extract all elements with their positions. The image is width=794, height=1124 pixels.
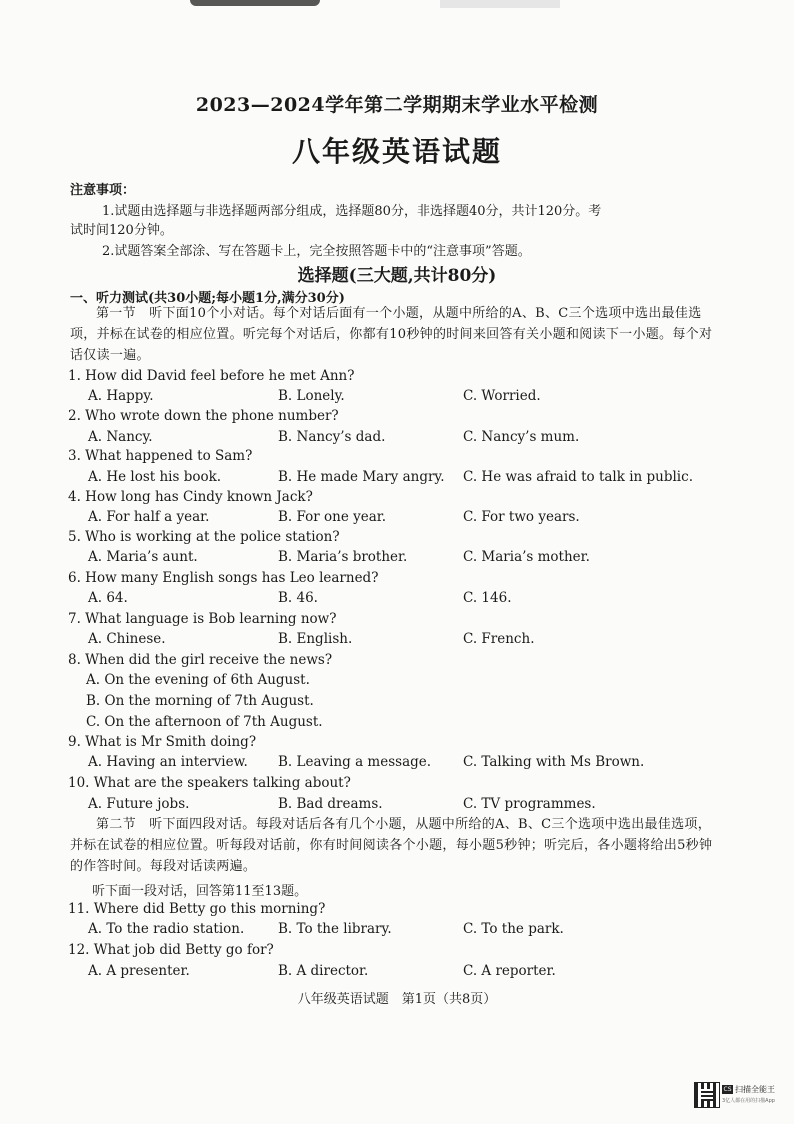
question-stem: 1. How did David feel before he met Ann? [68,368,355,384]
answer-option-c: C. Nancy’s mum. [463,429,580,445]
instructions-part1-sub2: 第二节 听下面四段对话。每段对话后各有几个小题，从题中所给的A、B、C三个选项中选出最佳选项，并标在试卷的相应位置。听每段对话前，你有时间阅读各个小题，每小题5秒钟；听完后，各小题将给出5秒钟的作答时间。每段对话读两遍。 [70,817,713,874]
instructions-part1-sub1: 第一节 听下面10个小对话。每个对话后面有一个小题，从题中所给的A、B、C三个选项中选出最佳选项，并标在试卷的相应位置。听完每个对话后，你都有10秒钟的时间来回答有关小题和阅读下一小题。每个对话仅读一遍。 [70,306,713,363]
answer-option-b: B. 46. [278,590,318,606]
question-stem: 8. When did the girl receive the news? [68,652,333,668]
answer-option-c: C. Worried. [463,388,541,404]
scanner-app-name: 扫描全能王 [735,1085,775,1094]
answer-option-c: C. 146. [463,590,512,606]
answer-option-b: B. English. [278,631,353,647]
scanner-app-tagline: 3亿人都在用的扫描App [722,1098,775,1104]
answer-option-b: B. Leaving a message. [278,754,432,770]
note-item-1-cont: 试时间120分钟。 [70,223,173,238]
exam-title: 2023—2024学年第二学期期末学业水平检测 [195,94,599,116]
section-title: 选择题(三大题,共计80分) [297,266,497,286]
answer-option-a: A. A presenter. [88,963,190,979]
note-item-2: 2.试题答案全部涂、写在答题卡上，完全按照答题卡中的“注意事项”答题。 [102,244,531,259]
answer-option-c: C. On the afternoon of 7th August. [86,714,323,730]
answer-option-b: B. Lonely. [278,388,345,404]
answer-option-b: B. To the library. [278,921,392,937]
answer-option-c: C. To the park. [463,921,564,937]
camscanner-logo-icon: CS [723,1086,732,1093]
page-footer: 八年级英语试题 第1页（共8页） [297,992,497,1007]
answer-option-a: A. To the radio station. [88,921,245,937]
answer-option-a: A. Maria’s aunt. [88,549,198,565]
answer-option-a: A. Nancy. [88,429,153,445]
subject-title: 八年级英语试题 [291,135,502,168]
answer-option-c: C. TV programmes. [463,796,596,812]
answer-option-c: C. Talking with Ms Brown. [463,754,645,770]
answer-option-a: A. Future jobs. [88,796,190,812]
answer-option-b: B. For one year. [278,509,387,525]
answer-option-a: A. Happy. [88,388,154,404]
answer-option-a: A. For half a year. [88,509,210,525]
question-stem: 7. What language is Bob learning now? [68,611,337,627]
part-title: 一、听力测试(共30小题;每小题1分,满分30分) [70,291,345,306]
answer-option-b: B. He made Mary angry. [278,469,445,485]
answer-option-a: A. Chinese. [88,631,166,647]
answer-option-a: A. Having an interview. [88,754,248,770]
answer-option-b: B. Nancy’s dad. [278,429,386,445]
question-stem: 6. How many English songs has Leo learned? [68,570,379,586]
answer-option-a: A. 64. [88,590,128,606]
answer-option-b: B. Bad dreams. [278,796,383,812]
answer-option-c: C. He was afraid to talk in public. [463,469,693,485]
question-stem: 9. What is Mr Smith doing? [68,734,257,750]
answer-option-a: A. He lost his book. [88,469,222,485]
question-stem: 11. Where did Betty go this morning? [68,901,326,917]
answer-option-b: B. Maria’s brother. [278,549,408,565]
question-stem: 4. How long has Cindy known Jack? [68,489,313,505]
question-stem: 5. Who is working at the police station? [68,529,340,545]
answer-option-b: B. A director. [278,963,369,979]
answer-option-c: C. A reporter. [463,963,556,979]
question-group-lead: 听下面一段对话，回答第11至13题。 [92,884,308,899]
question-stem: 2. Who wrote down the phone number? [68,408,339,424]
notes-heading: 注意事项： [70,183,136,198]
answer-option-c: C. For two years. [463,509,580,525]
answer-option-b: B. On the morning of 7th August. [86,693,314,709]
note-item-1: 1.试题由选择题与非选择题两部分组成，选择题80分，非选择题40分，共计120分。考 [102,204,602,219]
question-stem: 10. What are the speakers talking about? [68,775,351,791]
answer-option-c: C. French. [463,631,535,647]
scanner-watermark [694,1082,784,1108]
scan-smudge [440,0,560,8]
question-stem: 3. What happened to Sam? [68,448,253,464]
scan-smudge [190,0,320,6]
answer-option-c: C. Maria’s mother. [463,549,590,565]
qr-code-icon [694,1082,720,1108]
answer-option-a: A. On the evening of 6th August. [86,672,310,688]
question-stem: 12. What job did Betty go for? [68,942,274,958]
